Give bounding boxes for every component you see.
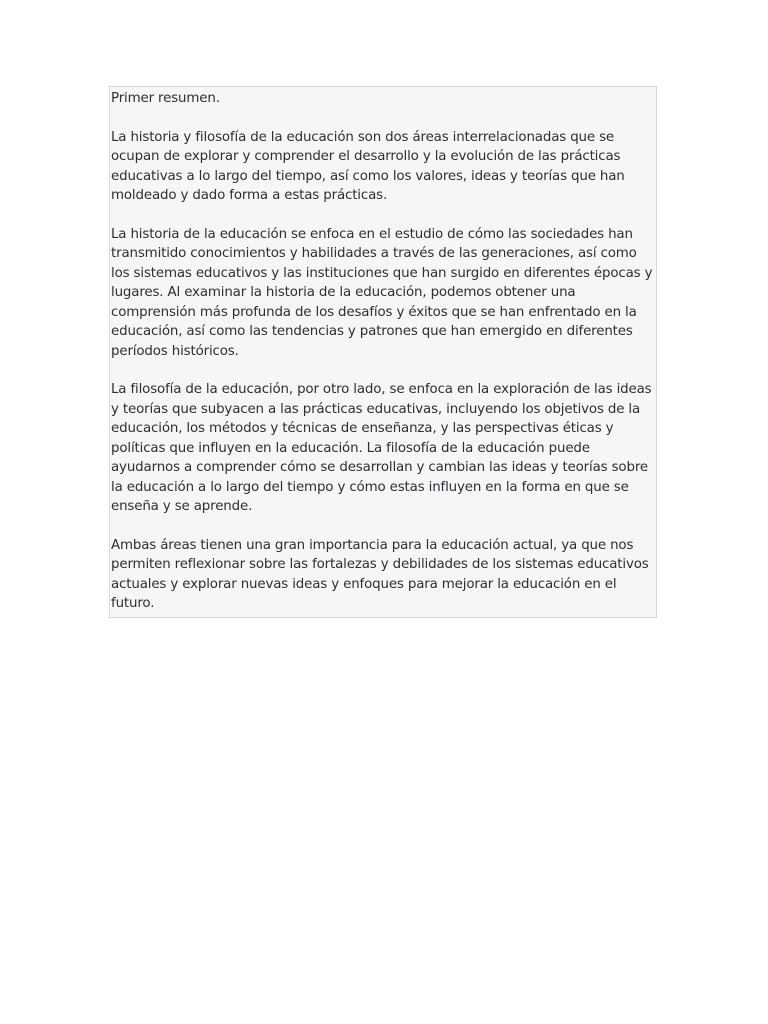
document-heading: Primer resumen. (111, 91, 220, 106)
paragraph-2: La historia de la educación se enfoca en el estudio de cómo las sociedades han transmitido conocimientos y habilidades a través de las generaciones, así como los sistemas educativos y las instituciones que han surgido en diferentes épocas y lugares. Al examinar la historia de la educación, podemos obtener una comprensión más profunda de los desafíos y éxitos que se han enfrentado en la educación, así como las tendencias y patrones que han emergido en diferentes períodos históricos. (111, 226, 653, 359)
paragraph-4: Ambas áreas tienen una gran importancia para la educación actual, ya que nos permiten reflexionar sobre las fortalezas y debilidades de los sistemas educativos actuales y explorar nuevas ideas y enfoques para mejorar la educación en el futuro. (111, 537, 649, 611)
document-text-box (109, 86, 657, 618)
paragraph-1: La historia y filosofía de la educación son dos áreas interrelacionadas que se ocupan de explorar y comprender el desarrollo y la evolución de las prácticas educativas a lo largo del tiempo, así como los valores, ideas y teorías que han moldeado y dado forma a estas prácticas. (111, 129, 625, 203)
paragraph-3: La filosofía de la educación, por otro lado, se enfoca en la exploración de las ideas y teorías que subyacen a las prácticas educativas, incluyendo los objetivos de la educación, los métodos y técnicas de enseñanza, y las perspectivas éticas y políticas que influyen en la educación. La filosofía de la educación puede ayudarnos a comprender cómo se desarrollan y cambian las ideas y teorías sobre la educación a lo largo del tiempo y cómo estas influyen en la forma en que se enseña y se aprende. (111, 382, 652, 514)
